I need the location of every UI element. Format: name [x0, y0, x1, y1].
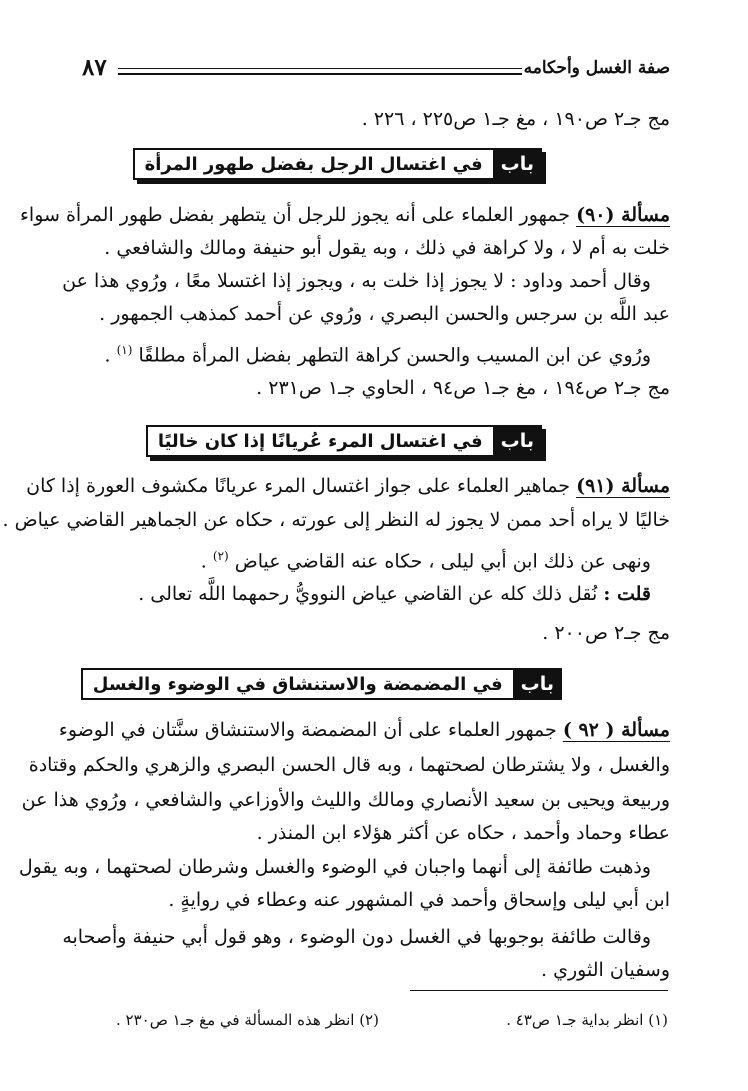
footnote-rule — [410, 990, 668, 991]
chapter-heading — [133, 148, 542, 180]
text-line — [138, 582, 651, 606]
chapter-title: في اغتسال الرجل بفضل طهور المرأة — [133, 148, 493, 180]
chapter-tag: باب — [513, 668, 562, 700]
chapter-title: في المضمضة والاستنشاق في الوضوء والغسل — [81, 668, 513, 700]
reference-line: مج جـ٢ ص١٩٠ ، مغ جـ١ ص٢٢٥ ، ٢٢٦ . — [361, 108, 670, 130]
reference-line: مج جـ٢ ص١٩٤ ، مغ جـ١ ص٩٤ ، الحاوي جـ١ ص٢٣١ . — [256, 377, 670, 399]
chapter-title: في اغتسال المرء عُريانًا إذا كان خاليًا — [146, 425, 493, 457]
issue-number: مسألة (٩١) — [576, 475, 670, 497]
text-line — [201, 544, 651, 573]
reference-line: مج جـ٢ ص٢٠٠ . — [542, 622, 670, 644]
footnote-1: (١) انظر بداية جـ١ ص٤٣ . — [506, 1011, 668, 1029]
text-line: وقالت طائفة بوجوبها في الغسل دون الوضوء ، وهو قول أبي حنيفة وأصحابه — [62, 926, 651, 948]
footnote-marker: (١) — [116, 343, 133, 357]
chapter-heading — [146, 425, 542, 457]
text-line: خلت به أم لا ، ولا كراهة في ذلك ، وبه يقول أبو حنيفة ومالك والشافعي . — [104, 237, 670, 259]
issue-number: مسألة ( ٩٢ ) — [562, 719, 670, 741]
text-line: ابن أبي ليلى وإسحاق وأحمد في المشهور عنه وعطاء في روايةٍ . — [168, 889, 670, 911]
chapter-tag: باب — [493, 425, 542, 457]
text-span: . — [200, 550, 213, 573]
text-line: وسفيان الثوري . — [541, 959, 670, 981]
text-span: نُقل ذلك كله عن القاضي عياض النوويُّ رحمهما اللَّه تعالى . — [138, 583, 604, 605]
text-span: . — [104, 344, 117, 367]
text-span: ونهى عن ذلك ابن أبي ليلى ، حكاه عنه القاضي عياض — [234, 550, 651, 573]
issue-text: جمهور العلماء على أن المضمضة والاستنشاق سنَّتان في الوضوء — [58, 719, 557, 741]
text-line: والغسل ، ولا يشترطان لصحتهما ، وبه قال الحسن البصري والزهري والحكم وقتادة — [28, 754, 670, 776]
text-line: عطاء وحماد وأحمد ، حكاه عن أكثر هؤلاء ابن المنذر . — [256, 822, 670, 844]
issue-number: مسألة (٩٠) — [576, 204, 670, 226]
footnote-marker: (٢) — [212, 549, 229, 563]
running-title: صفة الغسل وأحكامه — [523, 58, 670, 78]
issue-line — [58, 718, 670, 742]
header-rule — [118, 68, 522, 75]
text-line: وقال أحمد وداود : لا يجوز إذا خلت به ، ويجوز إذا اغتسلا معًا ، ورُوي هذا عن — [62, 270, 651, 292]
chapter-heading — [81, 668, 562, 700]
note-label: قلت : — [603, 583, 651, 605]
text-line: عبد اللَّه بن سرجس والحسن البصري ، ورُوي عن أحمد كمذهب الجمهور . — [99, 303, 670, 325]
issue-text: جمهور العلماء على أنه يجوز للرجل أن يتطهر بفضل طهور المرأة سواء — [19, 204, 571, 226]
text-span: ورُوي عن ابن المسيب والحسن كراهة التطهر بفضل المرأة مطلقًا — [138, 344, 651, 367]
footnote-2: (٢) انظر هذه المسألة في مغ جـ١ ص٢٣٠ . — [116, 1011, 379, 1029]
issue-line — [26, 474, 670, 498]
text-line: وذهبت طائفة إلى أنهما واجبان في الوضوء والغسل وشرطان لصحتهما ، وبه يقول — [18, 856, 651, 878]
chapter-tag: باب — [493, 148, 542, 180]
page-number: ٨٧ — [82, 54, 107, 81]
text-line: وربيعة ويحيى بن سعيد الأنصاري ومالك والليث والأوزاعي والشافعي ، ورُوي هذا عن — [21, 789, 670, 811]
text-line — [105, 338, 652, 367]
issue-text: جماهير العلماء على جواز اغتسال المرء عريانًا مكشوف العورة إذا كان — [26, 475, 571, 497]
issue-line — [19, 203, 670, 227]
running-header — [82, 56, 670, 88]
text-line: خاليًا لا يراه أحد ممن لا يجوز له النظر إلى عورته ، حكاه عن الجماهير القاضي عياض . — [2, 509, 670, 531]
